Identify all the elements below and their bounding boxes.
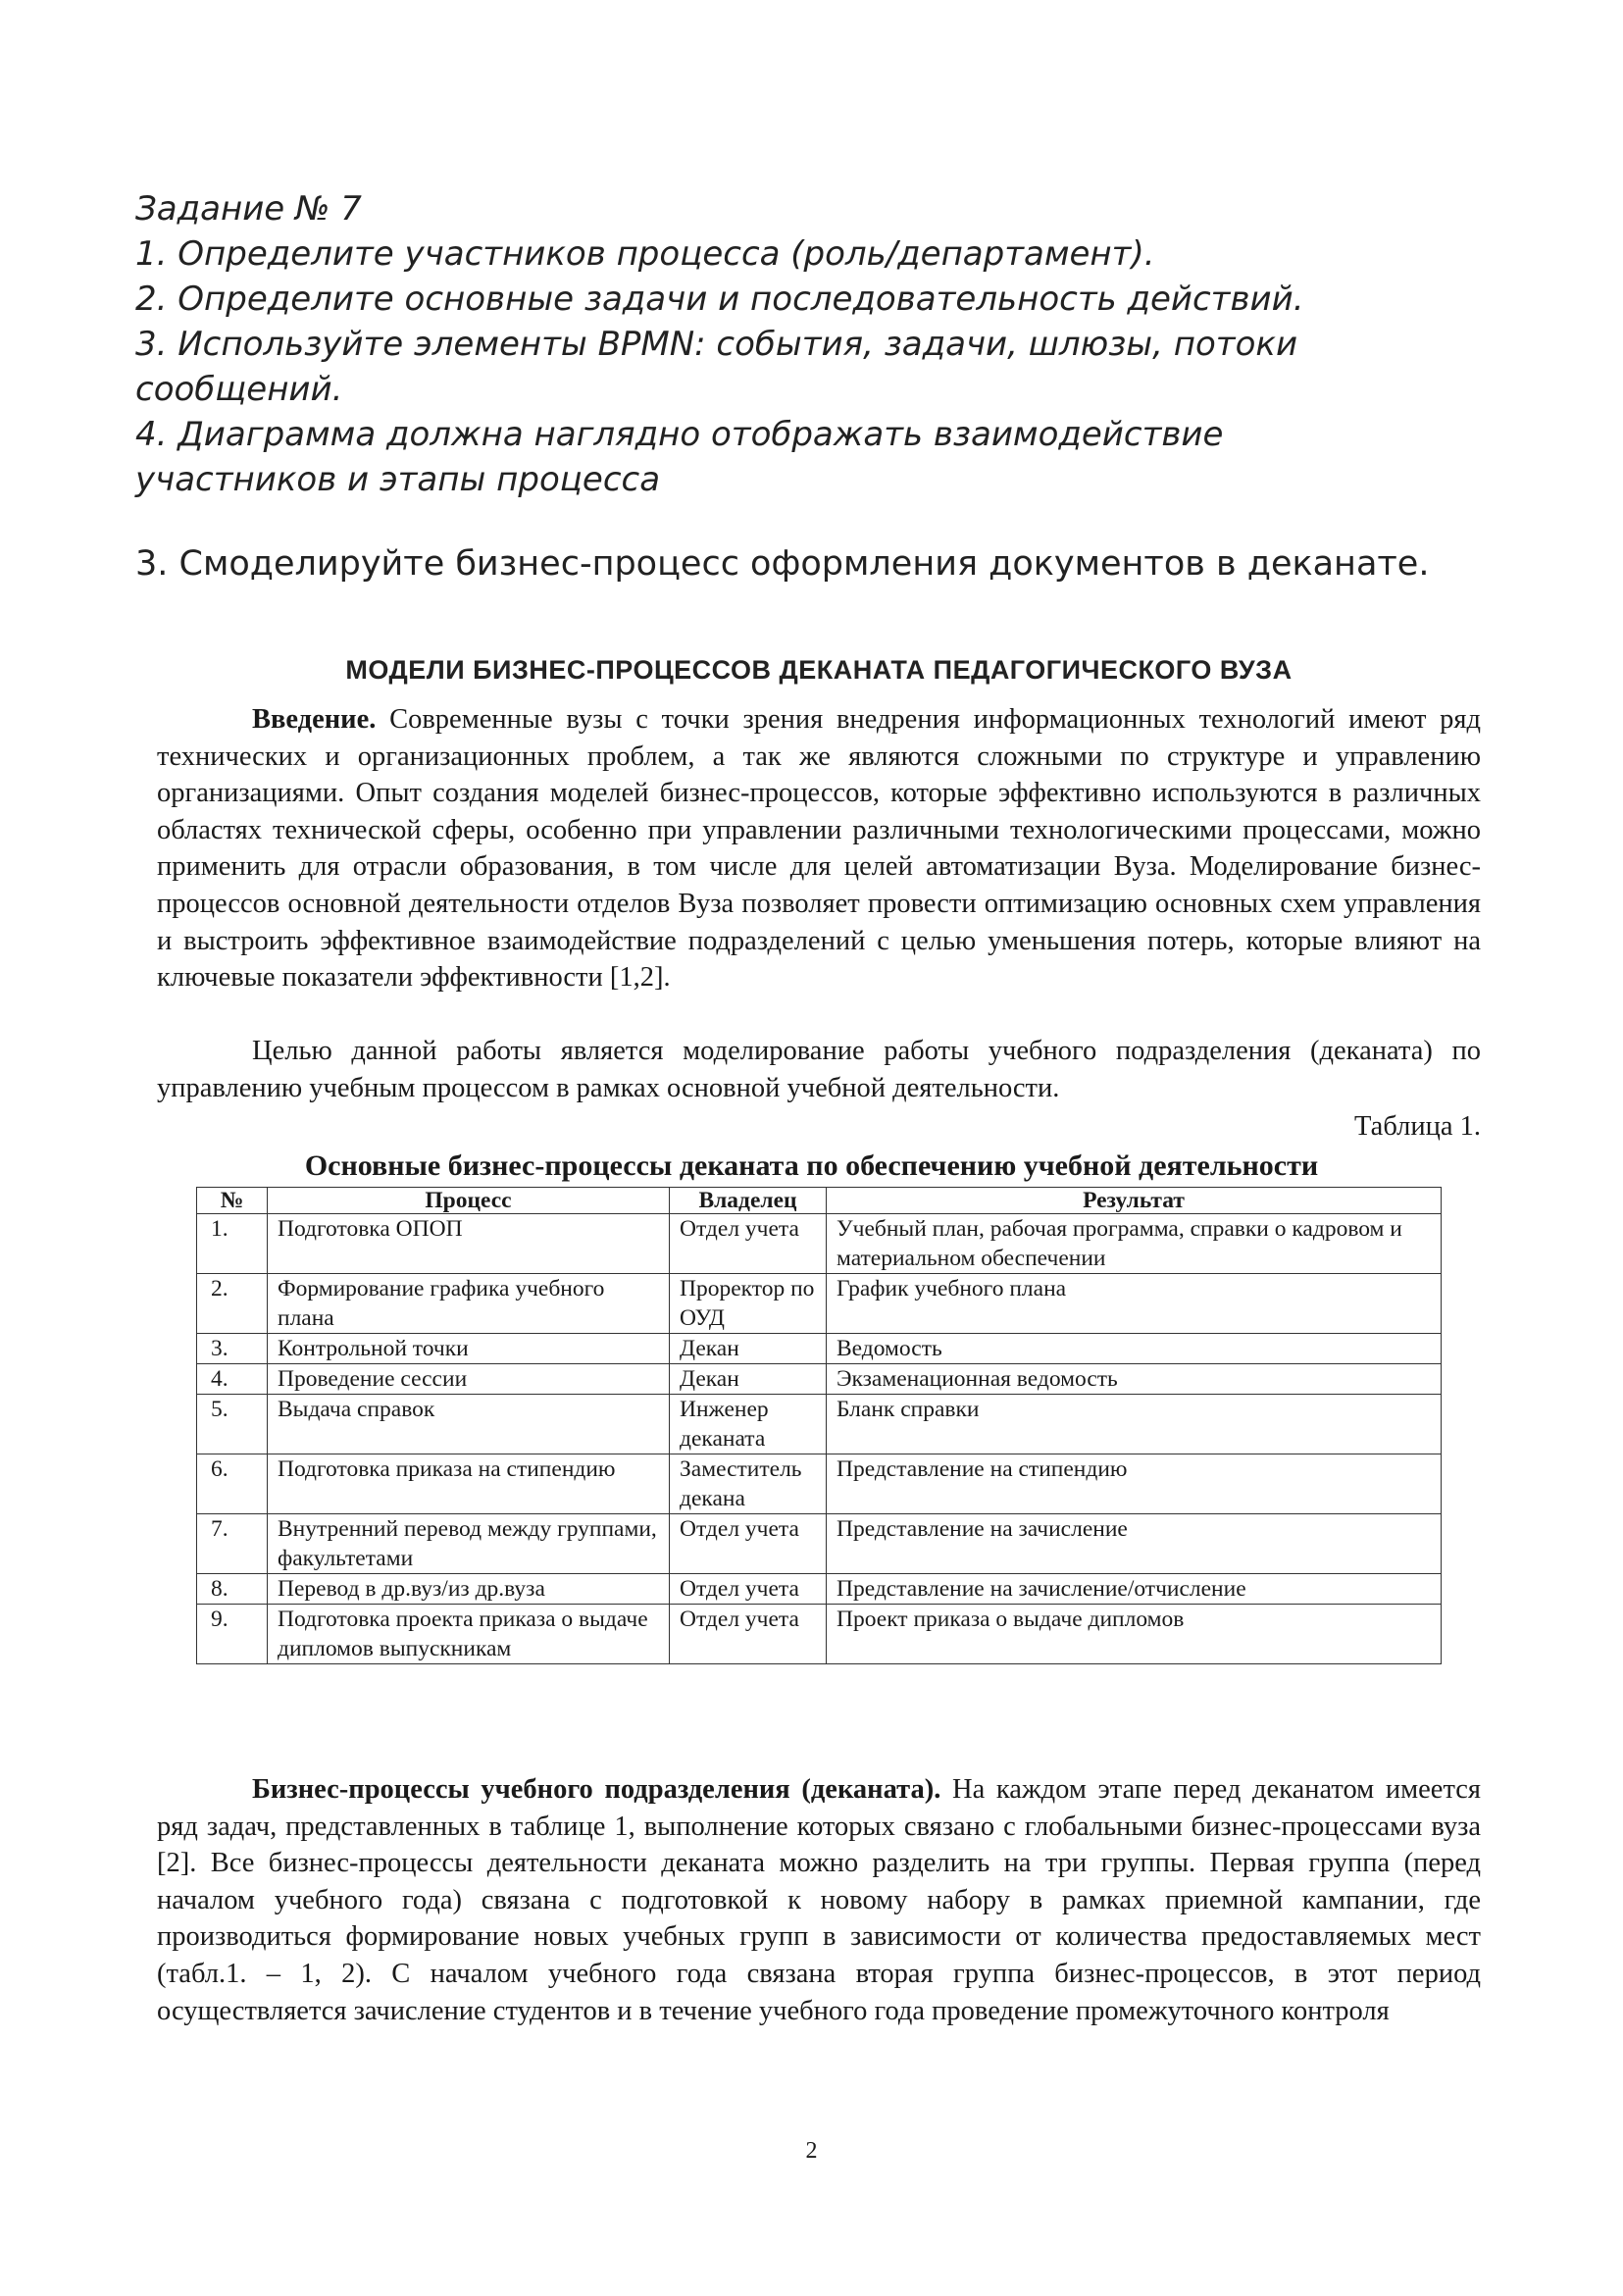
business-processes-lead: Бизнес-процессы учебного подразделения (деканата).: [252, 1774, 941, 1805]
cell-number: 6.: [197, 1454, 268, 1514]
table-row: [197, 1574, 1442, 1605]
header-number: №: [197, 1188, 268, 1214]
table-row: [197, 1364, 1442, 1395]
table-title: Основные бизнес-процессы деканата по обеспечению учебной деятельности: [304, 1149, 1319, 1182]
cell-process: Подготовка приказа на стипендию: [268, 1454, 670, 1514]
table-row: [197, 1395, 1442, 1454]
cell-process: Проведение сессии: [268, 1364, 670, 1395]
cell-result: Учебный план, рабочая программа, справки о кадровом и материальном обеспечении: [827, 1214, 1442, 1274]
cell-number: 4.: [197, 1364, 268, 1395]
intro-paragraph: [157, 701, 1481, 996]
cell-result: График учебного плана: [827, 1274, 1442, 1334]
cell-result: Проект приказа о выдаче дипломов: [827, 1605, 1442, 1664]
header-process: Процесс: [268, 1188, 670, 1214]
cell-result: Экзаменационная ведомость: [827, 1364, 1442, 1395]
cell-process: Формирование графика учебного плана: [268, 1274, 670, 1334]
cell-result: Бланк справки: [827, 1395, 1442, 1454]
cell-number: 5.: [197, 1395, 268, 1454]
cell-result: Представление на зачисление/отчисление: [827, 1574, 1442, 1605]
table-row: [197, 1605, 1442, 1664]
cell-number: 9.: [197, 1605, 268, 1664]
cell-owner: Декан: [670, 1364, 827, 1395]
goal-paragraph: [157, 1033, 1481, 1106]
table-row: [197, 1454, 1442, 1514]
assignment-item-4-cont: участников и этапы процесса: [135, 460, 661, 499]
cell-process: Перевод в др.вуз/из др.вуза: [268, 1574, 670, 1605]
table-row: [197, 1274, 1442, 1334]
header-result: Результат: [827, 1188, 1442, 1214]
cell-process: Выдача справок: [268, 1395, 670, 1454]
processes-table: [196, 1187, 1442, 1664]
table-header-row: [197, 1188, 1442, 1214]
cell-owner: Декан: [670, 1334, 827, 1364]
assignment-item-2: 2. Определите основные задачи и последовательность действий.: [135, 280, 1304, 319]
cell-number: 7.: [197, 1514, 268, 1574]
business-processes-paragraph: [157, 1771, 1481, 2029]
cell-owner: Инженер деканата: [670, 1395, 827, 1454]
intro-text: Современные вузы с точки зрения внедрения информационных технологий имеют ряд технических и организационных проблем, а так же являются сложными по структуре и управлению организациями. Опыт создания моделей бизнес-процессов, которые эффективно используются в различных областях технической сферы, особенно при управлении различными технологическими процессами, можно применить для отрасли образования, в том числе для целей автоматизации Вуза. Моделирование бизнес-процессов основной деятельности отделов Вуза позволяет провести оптимизацию основных схем управления и выстроить эффективное взаимодействие подразделений с целью уменьшения потерь, которые влияют на ключевые показатели эффективности [1,2].: [157, 704, 1481, 994]
cell-process: Подготовка ОПОП: [268, 1214, 670, 1274]
header-owner: Владелец: [670, 1188, 827, 1214]
cell-owner: Отдел учета: [670, 1574, 827, 1605]
assignment-item-3-cont: сообщений.: [135, 370, 343, 409]
assignment-task-3: 3. Смоделируйте бизнес-процесс оформления документов в деканате.: [135, 544, 1430, 584]
intro-lead: Введение.: [252, 704, 377, 735]
cell-owner: Отдел учета: [670, 1605, 827, 1664]
table-label: Таблица 1.: [1353, 1111, 1481, 1142]
assignment-item-3: 3. Используйте элементы BPMN: события, задачи, шлюзы, потоки: [135, 325, 1298, 364]
table-row: [197, 1214, 1442, 1274]
table-row: [197, 1514, 1442, 1574]
cell-number: 2.: [197, 1274, 268, 1334]
goal-text: Целью данной работы является моделирование работы учебного подразделения (деканата) по управлению учебным процессом в рамках основной учебной деятельности.: [157, 1036, 1481, 1103]
cell-owner: Проректор по ОУД: [670, 1274, 827, 1334]
cell-result: Ведомость: [827, 1334, 1442, 1364]
cell-result: Представление на зачисление: [827, 1514, 1442, 1574]
cell-owner: Заместитель декана: [670, 1454, 827, 1514]
table-row: [197, 1334, 1442, 1364]
assignment-block: [135, 186, 1489, 502]
assignment-item-4: 4. Диаграмма должна наглядно отображать взаимодействие: [135, 415, 1224, 454]
business-processes-text: На каждом этапе перед деканатом имеется ряд задач, представленных в таблице 1, выполнение которых связано с глобальными бизнес-процессами вуза [2]. Все бизнес-процессы деятельности деканата можно разделить на три группы. Первая группа (перед началом учебного года) связана с подготовкой к новому набору в рамках приемной кампании, где производиться формирование новых учебных групп в зависимости от количества предоставляемых мест (табл.1. – 1, 2). С началом учебного года связана вторая группа бизнес-процессов, в этот период осуществляется зачисление студентов и в течение учебного года проведение промежуточного контроля: [157, 1774, 1482, 2026]
page-number: 2: [805, 2138, 818, 2164]
cell-number: 8.: [197, 1574, 268, 1605]
article-title: МОДЕЛИ БИЗНЕС-ПРОЦЕССОВ ДЕКАНАТА ПЕДАГОГИЧЕСКОГО ВУЗА: [345, 655, 1293, 685]
cell-result: Представление на стипендию: [827, 1454, 1442, 1514]
cell-process: Внутренний перевод между группами, факультетами: [268, 1514, 670, 1574]
cell-owner: Отдел учета: [670, 1214, 827, 1274]
cell-owner: Отдел учета: [670, 1514, 827, 1574]
cell-number: 3.: [197, 1334, 268, 1364]
cell-process: Контрольной точки: [268, 1334, 670, 1364]
cell-number: 1.: [197, 1214, 268, 1274]
cell-process: Подготовка проекта приказа о выдаче дипломов выпускникам: [268, 1605, 670, 1664]
assignment-heading: Задание № 7: [135, 189, 362, 229]
assignment-item-1: 1. Определите участников процесса (роль/департамент).: [135, 234, 1155, 274]
